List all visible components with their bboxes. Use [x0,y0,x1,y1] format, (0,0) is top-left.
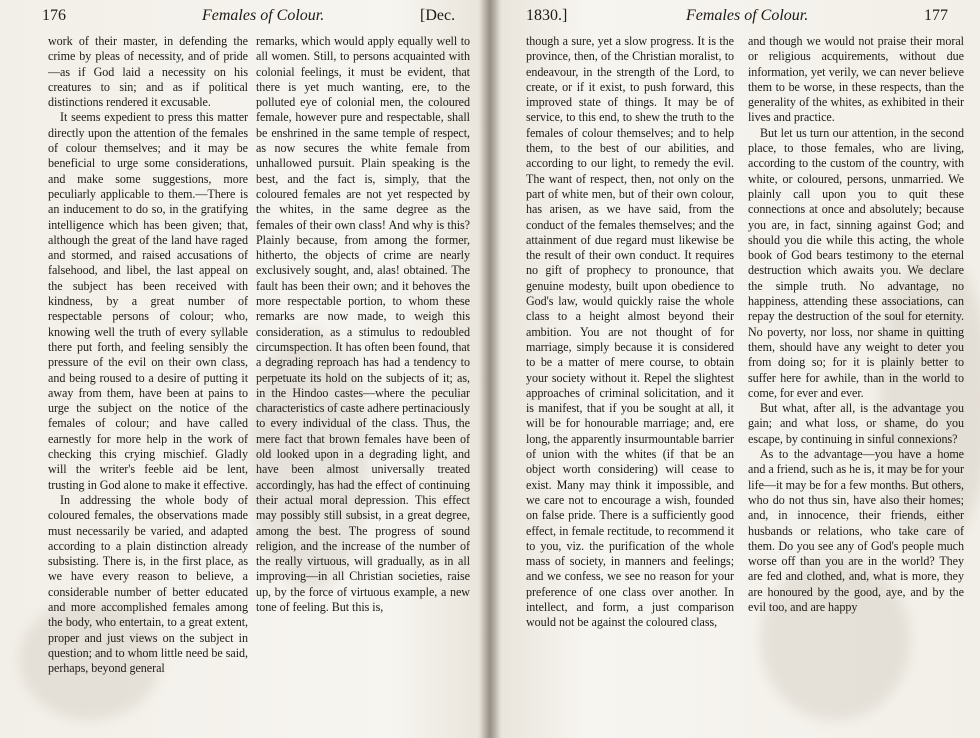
page-number: 176 [42,7,66,24]
paragraph: remarks, which would apply equally well to all women. Still, to persons acquainted with colonial feelings, it must be evident, that there is yet much wanting, ere, to the polluted eye of colonial men, the coloured female, however pure and respectable, shall be enshrined in the same temple of respect, as now secures the white female from unhallowed pursuit. Plain speaking is the best, and the fact is, simply, that the coloured females are not yet respected by the whites, in the same degree as the females of their own class! And why is this? Plainly because, from among the former, hitherto, the objects of crime are nearly exclusively sought, and, alas! obtained. The fault has been their own; and it behoves the more respectable portion, to whom these remarks are now made, to weigh this consideration, as a stimulus to redoubled circumspection. It has often been found, that a degrading reproach has had a tendency to perpetuate its hold on the subjects of it; as, in the Hindoo castes—where the peculiar characteristics of caste adhere pertinaciously to every individual of the class. Thus, the mere fact that brown females have been of old looked upon in a degrading light, and have been almost universally treated accordingly, has had the effect of continuing their actual moral depression. This effect may possibly still subsist, in a great degree, among the best. The progress of sound religion, and the increase of the number of the really virtuous, will gradually, as in all improving—in all Christian societies, raise up, by the force of virtuous example, a new tone of feeling. But this is, [256,34,470,614]
right-column-2 [748,34,964,736]
right-page-header [490,2,980,30]
paragraph: In addressing the whole body of coloured females, the observations made must necessarily be varied, and adapted according to a plain distinction already subsisting. There is, in the first place, as we have every reason to believe, a considerable number of better educated and more accomplished females among the body, who entertain, to a great extent, proper and just views on the subject in question; and to whom little need be said, perhaps, beyond general [48,492,248,676]
paragraph: work of their master, in defending the crime by pleas of necessity, and of pride—as if God laid a necessity on his creatures to sin; and as if political distinctions rendered it excusable. [48,34,248,110]
page-number: 177 [924,7,948,24]
date-label: 1830.] [526,7,568,24]
right-column-1 [526,34,734,736]
left-column-2 [256,34,470,736]
date-label: [Dec. [420,7,456,24]
paragraph: It seems expedient to press this matter directly upon the attention of the females of colour themselves; and it may be beneficial to urge some considerations, and make some suggestions, more peculiarly applicable to them.—There is an inducement to do so, in the gratifying intelligence which has been given; that, although the great of the land have raged and stormed, and raised accusations of falsehood, and libel, the last appeal on the subject has been received with kindness, by a great number of respectable persons of colour; who, knowing well the truth of every syllable there put forth, and feeling sensibly the pressure of the evil on their own class, and being roused to a desire of putting it away from them, have been at pains to urge the subject on the notice of the females of colour; and have called earnestly for more help in the work of checking this crying mischief. Gladly will the writer's feeble aid be lent, trusting in God alone to make it effective. [48,110,248,492]
paragraph: But let us turn our attention, in the second place, to those females, who are living, according to the custom of the country, with white, or coloured, persons, unmarried. We plainly call upon you to quit these connections at once and absolutely; because you are, in fact, sinning against God; and should you die while this acting, the whole book of God bears testimony to the eternal destruction which awaits you. We declare the simple truth. No advantage, no happiness, attending these associations, can repay the destruction of the soul for eternity. No poverty, nor loss, nor shame in quitting them, should have any weight to deter you from doing so; for it is plainly better to suffer here for awhile, than in the world to come, for ever and ever. [748,125,964,400]
paragraph: though a sure, yet a slow progress. It is the province, then, of the Christian moralist, to endeavour, in the strength of the Lord, to create, or if it exist, to push forward, this improved state of things. It may be of service, to this end, to shew the truth to the females of colour themselves; and to help them, to the best of our abilities, and according to our light, to remedy the evil. The want of respect, then, not only on the part of white men, but of their own colour, has arisen, as we have said, from the conduct of the females themselves; and the attainment of due regard must likewise be the result of their own conduct. It requires no gift of prophecy to pronounce, that genuine modesty, built upon obedience to God's law, would quickly raise the whole class to a height almost beyond their ambition. You are not thought of for marriage, simply because it is considered to be a matter of mere course, to obtain your society without it. Repel the slightest approaches of criminal solicitation, and it is manifest, that if you be sought at all, it will be for honourable marriage; and, ere long, the apparently insurmountable barrier of union with the whites (if that be an object worth considering) will cease to exist. Many may think it impossible, and we care not to encourage a wish, founded on false pride. There is a sufficiently good effect, in female rectitude, to recommend it to you, viz. the purification of the whole mass of society, in manners and feelings; and we confess, we see no reason for your preference of one class over another. In intellect, and form, a just comparison would not be against the coloured class, [526,34,734,630]
right-page [490,0,980,738]
left-page-header [0,2,490,30]
left-column-1 [48,34,248,736]
running-title: Females of Colour. [686,7,809,24]
paragraph: But what, after all, is the advantage you gain; and what loss, or shame, do you escape, by continuing in sinful connexions? [748,401,964,446]
paragraph: As to the advantage—you have a home and a friend, such as he is, it may be for your life—it may be for a few months. But others, who do not thus sin, have also their homes; and, in innocence, their friends, either husbands or relations, who take care of them. Do you see any of God's people much worse off than you are in the world? They are fed and clothed, and, what is more, they are honoured by the good, aye, and by the evil too, and are happy [748,447,964,614]
running-title: Females of Colour. [202,7,325,24]
paragraph: and though we would not praise their moral or religious acquirements, without due information, yet verily, we can never believe them to be worse, in these respects, than the generality of the whites, as exhibited in their lives and practice. [748,34,964,125]
